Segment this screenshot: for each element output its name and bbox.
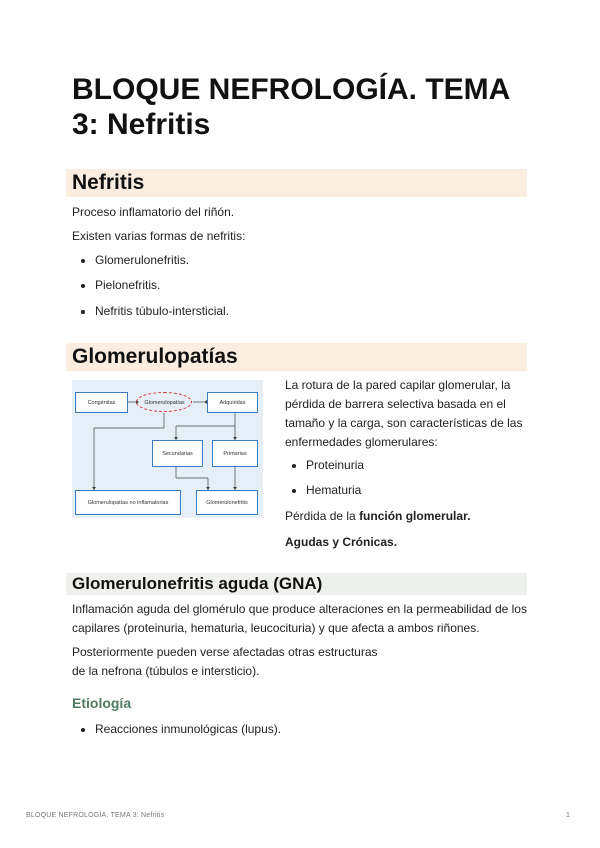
- list-item: Hematuria: [306, 481, 361, 500]
- section-heading-gna: Glomerulonefritis aguda (GNA): [66, 573, 527, 595]
- list-item: Glomerulonefritis.: [95, 251, 189, 270]
- page-title: BLOQUE NEFROLOGÍA. TEMA 3: Nefritis: [72, 73, 510, 141]
- diagram-box-glomerulonefritis: Glomerulonefritis: [196, 490, 258, 515]
- highlight-oval: [136, 392, 192, 412]
- list-item: Nefritis túbulo-intersticial.: [95, 302, 229, 321]
- diagram-box-no-inflamatorias: Glomerulopatías no inflamatorias: [75, 490, 181, 515]
- glomerulopathy-classification-diagram: [72, 380, 263, 518]
- glomerulopathy-types: Agudas y Crónicas.: [285, 535, 398, 549]
- section-heading-glomerulopatias: Glomerulopatías: [66, 343, 527, 371]
- diagram-box-glomerulopatias: Glomerulopatías: [144, 399, 185, 406]
- list-item: Reacciones inmunológicas (lupus).: [95, 720, 281, 739]
- subheading-etiologia: Etiología: [72, 695, 132, 711]
- section-heading-nefritis: Nefritis: [66, 169, 527, 197]
- loss-prefix: Pérdida de la: [285, 509, 360, 523]
- diagram-box-secundarias: Secundarias: [152, 440, 203, 467]
- glomerular-function-loss: [285, 507, 470, 526]
- list-item: Pielonefritis.: [95, 276, 160, 295]
- diagram-box-adquiridas: Adquiridas: [207, 392, 258, 413]
- glomerular-description: La rotura de la pared capilar glomerular, la pérdida de barrera selectiva basada en el tamaño y la carga, son características de las enfermedades glomerulares:: [285, 378, 523, 449]
- footer-title: BLOQUE NEFROLOGÍA. TEMA 3: Nefritis: [26, 812, 165, 819]
- nefritis-forms-intro: Existen varias formas de nefritis:: [72, 229, 246, 243]
- diagram-box-primarias: Primarias: [212, 440, 258, 467]
- gna-definition: Inflamación aguda del glomérulo que produce alteraciones en la permeabilidad de los capilares (proteinuria, hematuria, leucocituria) y que afecta a ambos riñones.: [72, 602, 527, 635]
- list-item: Proteinuria: [306, 456, 364, 475]
- page-number: 1: [566, 812, 571, 819]
- gna-later-effects-line1: Posteriormente pueden verse afectadas otras estructuras: [72, 645, 378, 659]
- gna-later-effects-line2: de la nefrona (túbulos e intersticio).: [72, 664, 260, 678]
- loss-bold: función glomerular.: [359, 509, 471, 523]
- nefritis-definition: Proceso inflamatorio del riñón.: [72, 205, 235, 219]
- diagram-box-congenitas: Congénitas: [75, 392, 128, 413]
